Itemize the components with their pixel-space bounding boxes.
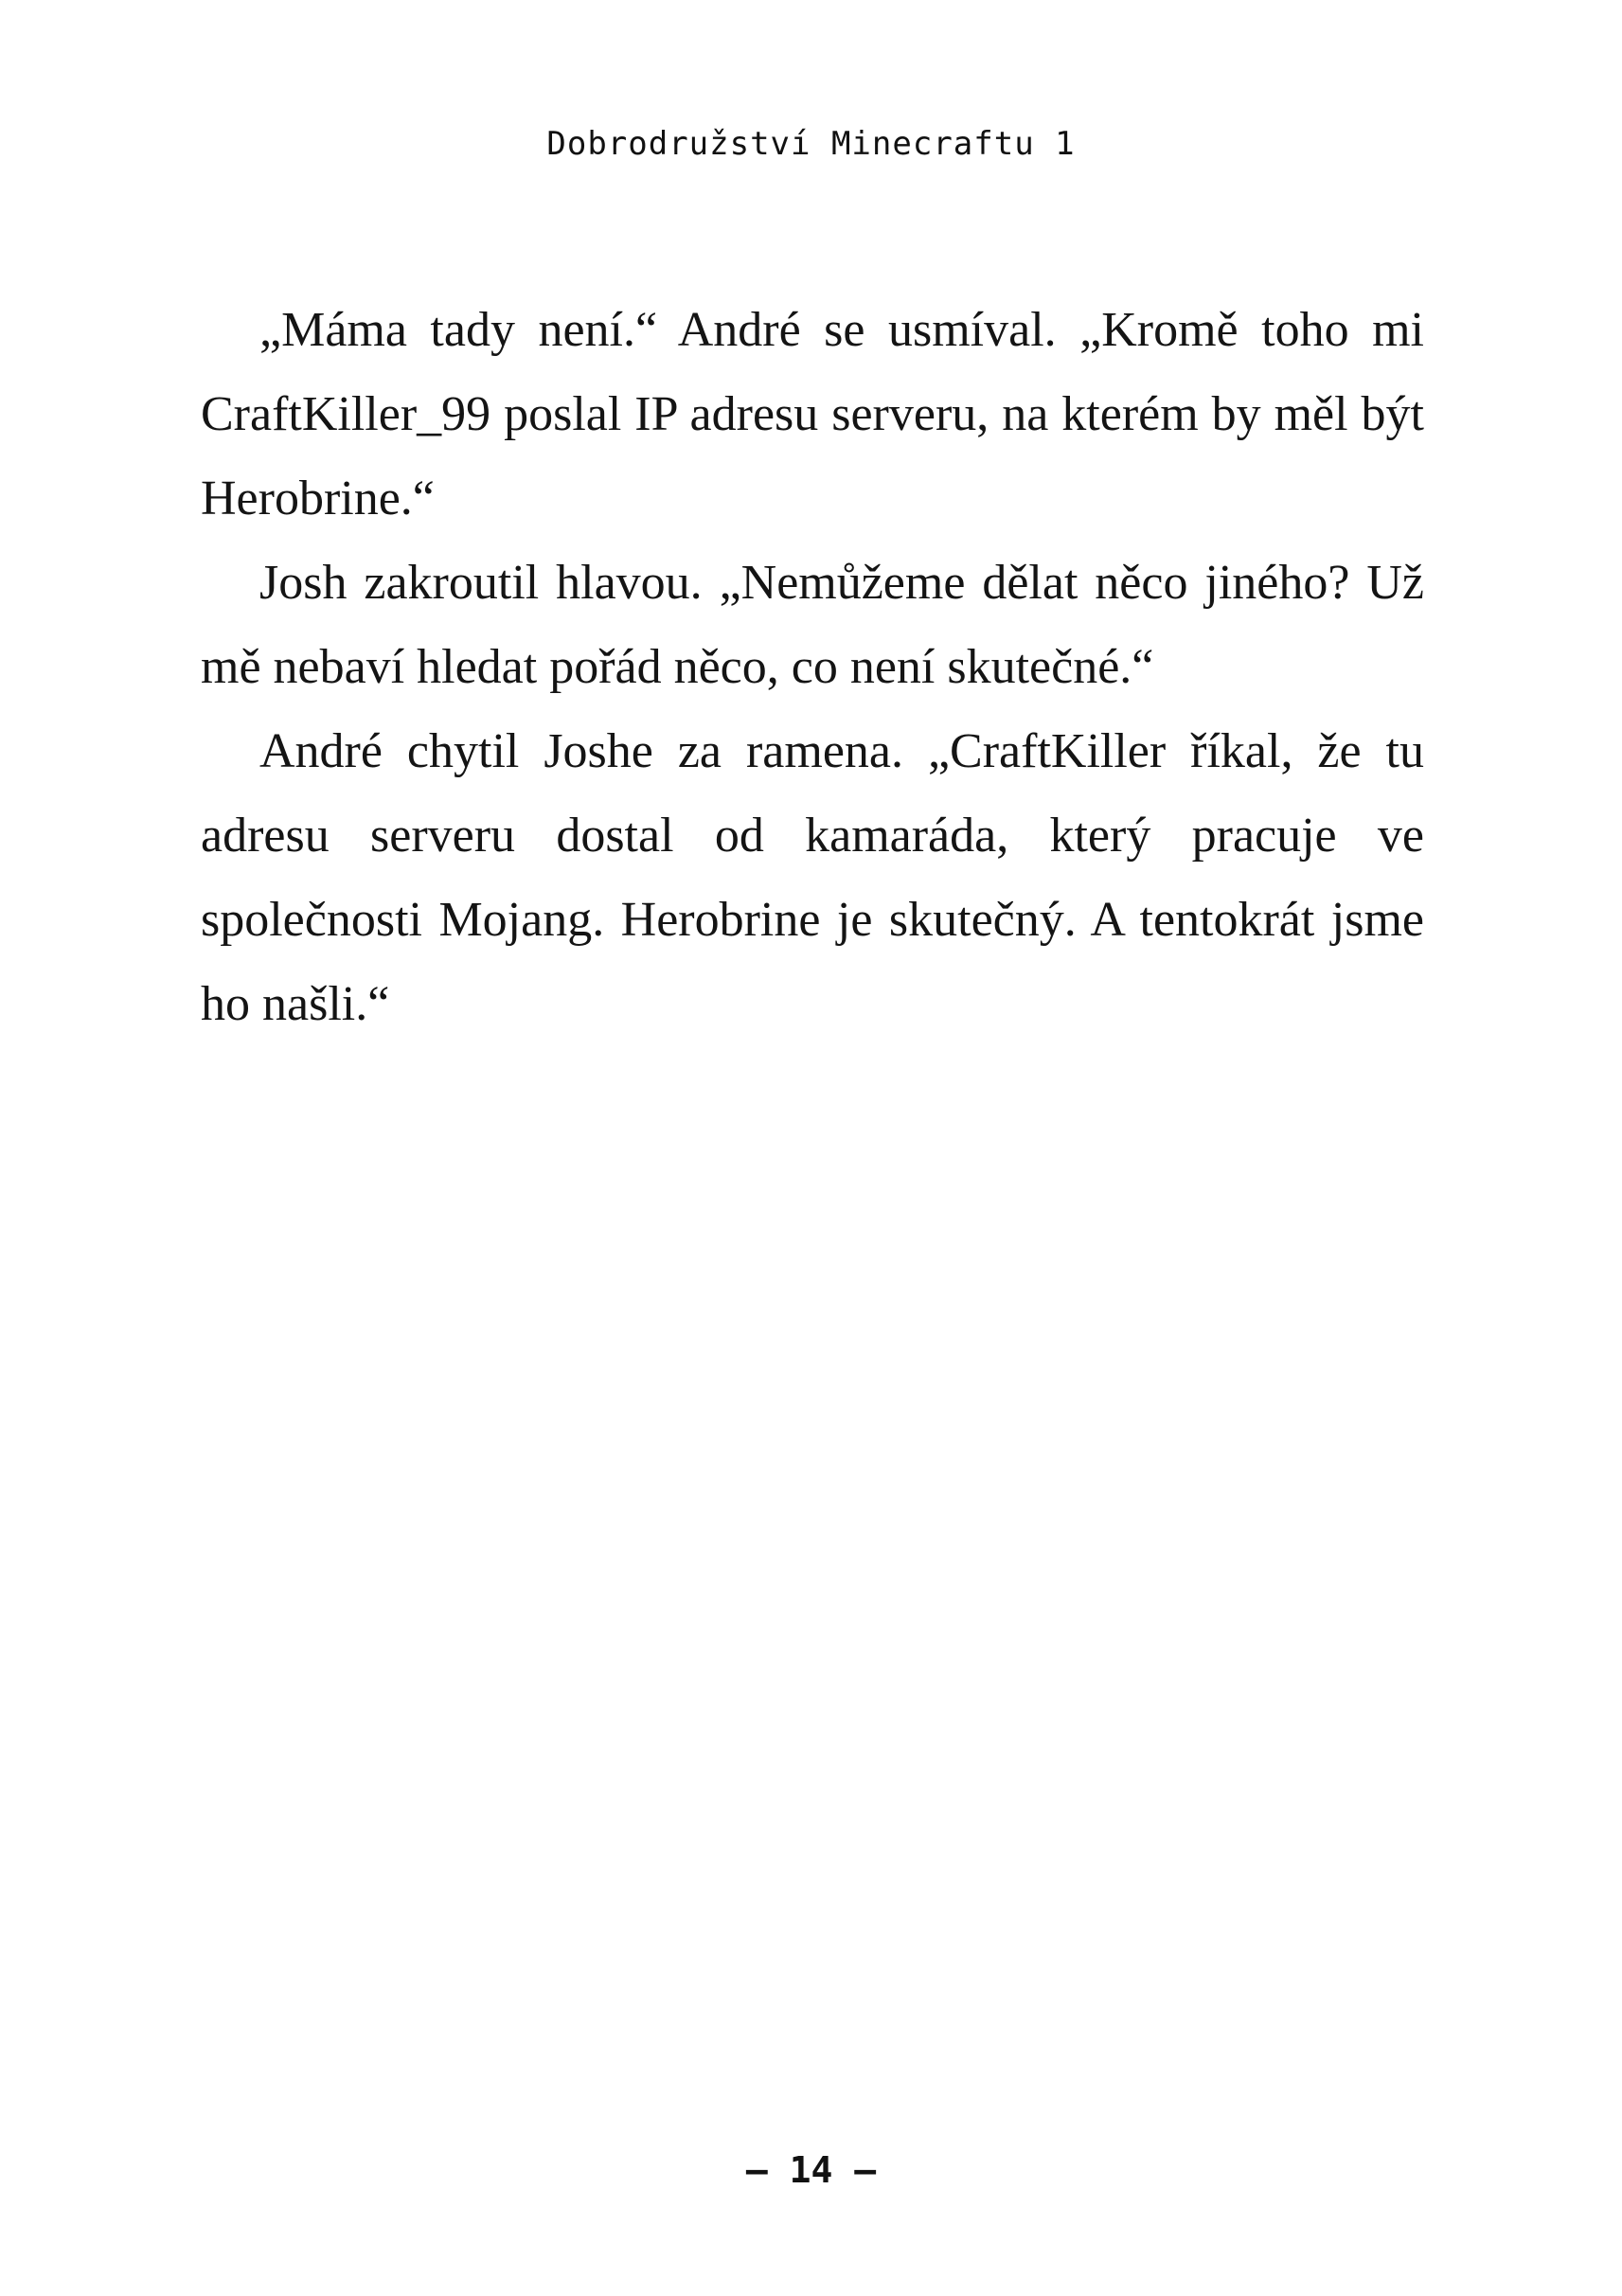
running-header: Dobrodružství Minecraftu 1 [546, 125, 1076, 163]
paragraph: Josh zakroutil hlavou. „Nemůžeme dělat něco jiného? Už mě nebaví hledat pořád něco, co není skutečné.“ [201, 556, 1424, 694]
paragraph: André chytil Joshe za ramena. „CraftKiller říkal, že tu adresu serveru dostal od kamaráda, který pracuje ve společnosti Mojang. Herobrine je skutečný. A tentokrát jsme ho našli.“ [201, 724, 1424, 1031]
paragraph: „Máma tady není.“ André se usmíval. „Kromě toho mi CraftKiller_99 poslal IP adresu serveru, na kterém by měl být Herobrine.“ [201, 303, 1424, 525]
page-number: – 14 – [745, 2149, 877, 2191]
body-text [201, 288, 1424, 1046]
